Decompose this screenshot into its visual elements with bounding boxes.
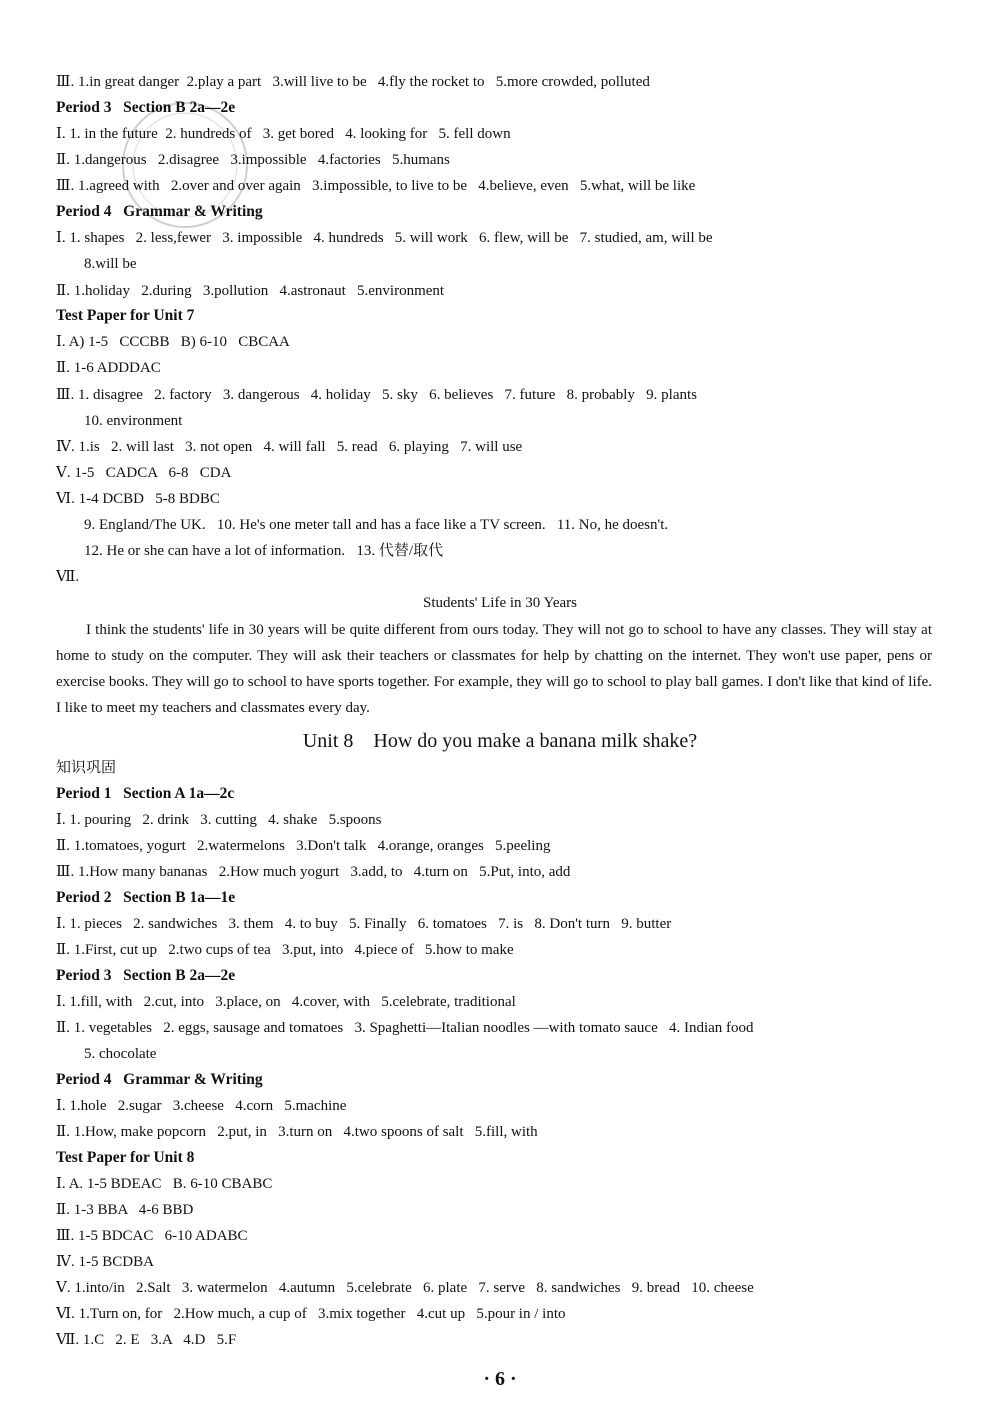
answer-line: Ⅵ. 1.Turn on, for 2.How much, a cup of 3.mix together 4.cut up 5.pour in / into: [56, 1306, 566, 1322]
test-paper-heading: Test Paper for Unit 8: [56, 1149, 195, 1166]
answer-line: Ⅴ. 1-5 CADCA 6-8 CDA: [56, 465, 232, 481]
answer-line: Ⅴ. 1.into/in 2.Salt 3. watermelon 4.autumn 5.celebrate 6. plate 7. serve 8. sandwiches 9. bread 10. cheese: [56, 1280, 754, 1296]
answer-line: Ⅶ.: [56, 569, 80, 585]
unit-title: Unit 8 How do you make a banana milk shake?: [302, 730, 698, 752]
test-paper-heading: Test Paper for Unit 7: [56, 307, 195, 324]
answer-line: Ⅲ. 1-5 BDCAC 6-10 ADABC: [56, 1228, 248, 1244]
period-heading: Period 2 Section B 1a—1e: [56, 889, 236, 906]
essay-title: Students' Life in 30 Years: [423, 595, 577, 611]
answer-line: Ⅱ. 1-3 BBA 4-6 BBD: [56, 1202, 194, 1218]
answer-line: 10. environment: [84, 413, 183, 429]
page-number: · 6 ·: [483, 1368, 517, 1390]
answer-line: Ⅱ. 1.First, cut up 2.two cups of tea 3.put, into 4.piece of 5.how to make: [56, 942, 514, 958]
answer-line: Ⅳ. 1-5 BCDBA: [56, 1254, 154, 1270]
answer-line: 8.will be: [84, 256, 137, 272]
answer-line: Ⅰ. 1. pouring 2. drink 3. cutting 4. shake 5.spoons: [56, 812, 382, 828]
period-heading: Period 4 Grammar & Writing: [56, 203, 263, 220]
answer-line: 12. He or she can have a lot of information. 13. 代替/取代: [84, 543, 444, 559]
answer-line: Ⅵ. 1-4 DCBD 5-8 BDBC: [56, 491, 220, 507]
period-heading: Period 1 Section A 1a—2c: [56, 785, 235, 802]
period-heading: Period 4 Grammar & Writing: [56, 1071, 263, 1088]
answer-line: Ⅰ. 1. in the future 2. hundreds of 3. get bored 4. looking for 5. fell down: [56, 126, 511, 142]
answer-line: Ⅰ. 1. pieces 2. sandwiches 3. them 4. to buy 5. Finally 6. tomatoes 7. is 8. Don't turn 9. butter: [56, 916, 672, 932]
answer-line: Ⅱ. 1.holiday 2.during 3.pollution 4.astronaut 5.environment: [56, 283, 445, 299]
answer-line: Ⅶ. 1.C 2. E 3.A 4.D 5.F: [56, 1332, 237, 1348]
section-label: 知识巩固: [56, 760, 117, 776]
essay-body: I think the students' life in 30 years will be quite different from ours today. They will not go to school to have any classes. They will stay at home to study on the computer. They will ask their teachers or classmates for help by chatting on the internet. They won't use paper, pens or exercise books. They will go to school to have sports together. For example, they will go to school to play ball games. I don't like that kind of life. I like to meet my teachers and classmates every day.: [56, 622, 933, 716]
answer-line: Ⅳ. 1.is 2. will last 3. not open 4. will fall 5. read 6. playing 7. will use: [56, 439, 523, 455]
answer-line: Ⅱ. 1.dangerous 2.disagree 3.impossible 4.factories 5.humans: [56, 152, 450, 168]
answer-line: Ⅱ. 1.How, make popcorn 2.put, in 3.turn on 4.two spoons of salt 5.fill, with: [56, 1124, 538, 1140]
answer-line: Ⅰ. A) 1-5 CCCBB B) 6-10 CBCAA: [56, 334, 290, 350]
unit7-p2-section3: Ⅲ. 1.in great danger 2.play a part 3.will live to be 4.fly the rocket to 5.more crowded, polluted: [56, 74, 650, 90]
answer-line: Ⅱ. 1.tomatoes, yogurt 2.watermelons 3.Don't talk 4.orange, oranges 5.peeling: [56, 838, 551, 854]
answer-line: Ⅱ. 1. vegetables 2. eggs, sausage and tomatoes 3. Spaghetti—Italian noodles —with tomato sauce 4. Indian food: [56, 1020, 754, 1036]
answer-line: Ⅰ. 1. shapes 2. less,fewer 3. impossible 4. hundreds 5. will work 6. flew, will be 7. studied, am, will be: [56, 230, 713, 246]
answer-line: Ⅱ. 1-6 ADDDAC: [56, 360, 161, 376]
answer-line: Ⅲ. 1.How many bananas 2.How much yogurt 3.add, to 4.turn on 5.Put, into, add: [56, 864, 571, 880]
answer-line: Ⅲ. 1.agreed with 2.over and over again 3.impossible, to live to be 4.believe, even 5.what, will be like: [56, 178, 696, 194]
answer-line: Ⅰ. A. 1-5 BDEAC B. 6-10 CBABC: [56, 1176, 273, 1192]
period-heading: Period 3 Section B 2a—2e: [56, 99, 236, 116]
answer-line: Ⅲ. 1. disagree 2. factory 3. dangerous 4. holiday 5. sky 6. believes 7. future 8. probably 9. plants: [56, 387, 698, 403]
period-heading: Period 3 Section B 2a—2e: [56, 967, 236, 984]
answer-line: Ⅰ. 1.hole 2.sugar 3.cheese 4.corn 5.machine: [56, 1098, 347, 1114]
answer-line: 9. England/The UK. 10. He's one meter tall and has a face like a TV screen. 11. No, he doesn't.: [84, 517, 669, 533]
answer-line: 5. chocolate: [84, 1046, 157, 1062]
answer-line: Ⅰ. 1.fill, with 2.cut, into 3.place, on 4.cover, with 5.celebrate, traditional: [56, 994, 516, 1010]
